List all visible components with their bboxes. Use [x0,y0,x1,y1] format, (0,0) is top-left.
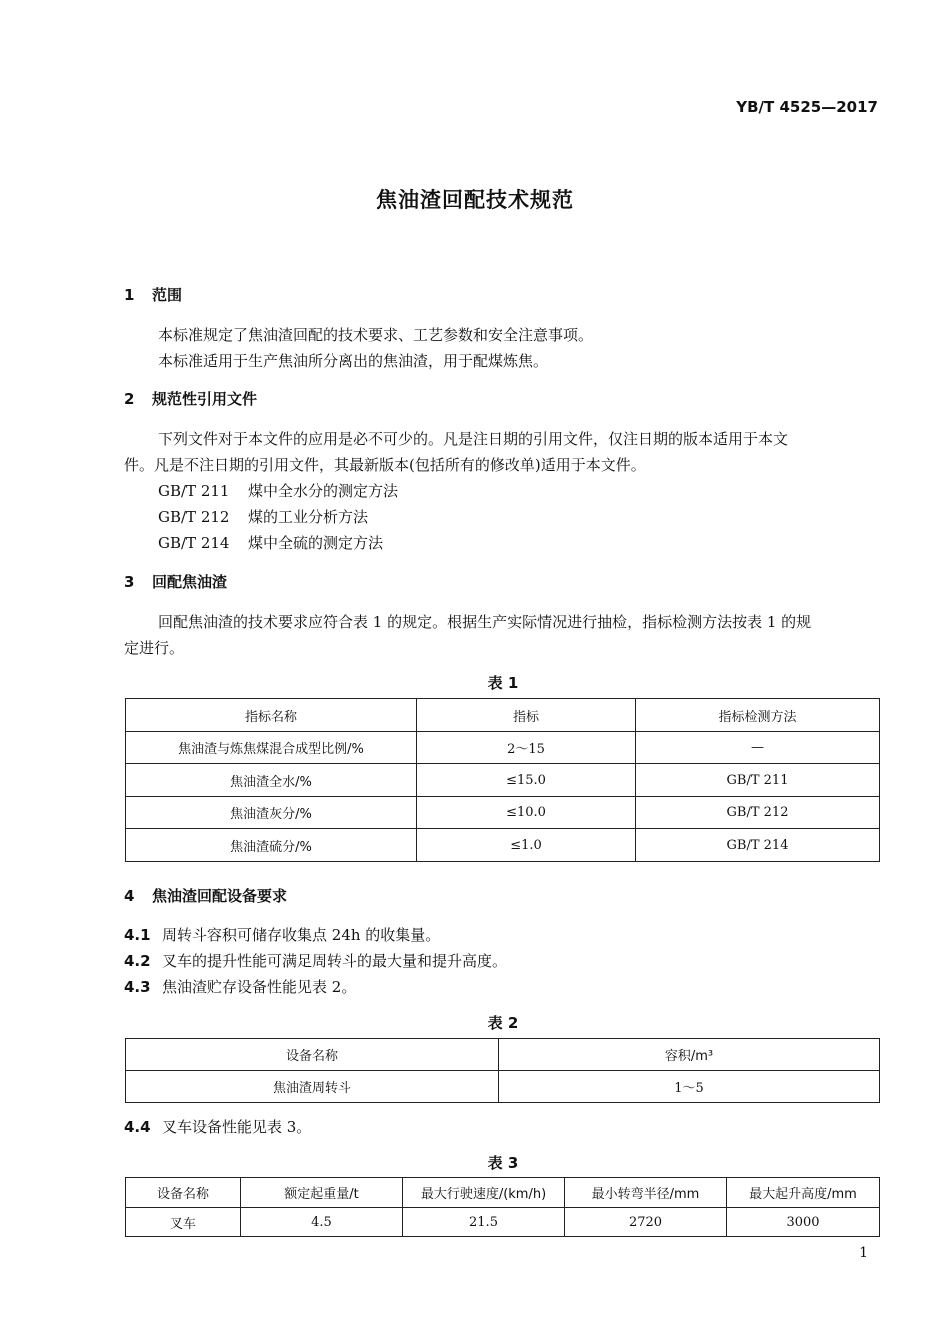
table-cell: GB/T 211 [636,764,880,797]
table-header-row [126,699,880,732]
section-title: 规范性引用文件 [152,390,258,408]
table-cell: GB/T 212 [636,797,880,829]
table-cell: ≤10.0 [417,797,636,829]
section-4-heading [124,885,287,906]
table-header-cell: 额定起重量/t [241,1178,403,1208]
table-1-caption: 表 1 [487,674,519,692]
table-cell: ≤1.0 [417,829,636,862]
subsection-text: 焦油渣贮存设备性能见表 2。 [162,978,357,996]
table-header-cell: 设备名称 [126,1178,241,1208]
section-3-heading [124,571,227,592]
table-1 [125,698,880,862]
subsection-item [124,1116,311,1137]
subsection-text: 周转斗容积可储存收集点 24h 的收集量。 [162,926,441,944]
table-cell: 焦油渣灰分/% [126,797,417,829]
section-3-paragraph-line-2: 定进行。 [124,639,185,657]
subsection-number: 4.4 [124,1118,151,1136]
table-2 [125,1038,880,1103]
table-row [126,764,880,797]
reference-code: GB/T 214 [158,534,230,552]
table-header-row [126,1039,880,1071]
table-row [126,797,880,829]
table-cell: 焦油渣全水/% [126,764,417,797]
section-title: 焦油渣回配设备要求 [152,887,288,905]
table-header-cell: 最大行驶速度/(km/h) [403,1178,565,1208]
subsection-text: 叉车设备性能见表 3。 [162,1118,312,1136]
section-2-paragraph-line-2: 件。凡是不注日期的引用文件，其最新版本(包括所有的修改单)适用于本文件。 [124,456,646,474]
section-number: 1 [124,286,135,304]
table-cell: 叉车 [126,1208,241,1237]
standard-code: YB/T 4525—2017 [736,98,878,116]
table-3-caption: 表 3 [487,1154,519,1172]
table-cell: GB/T 214 [636,829,880,862]
section-1-paragraph-1: 本标准规定了焦油渣回配的技术要求、工艺参数和安全注意事项。 [158,326,594,344]
table-header-row [126,1178,880,1208]
section-1-heading [124,284,182,305]
page-number: 1 [859,1245,868,1261]
table-header-cell: 设备名称 [126,1039,499,1071]
table-2-caption: 表 2 [487,1014,519,1032]
section-2-paragraph-line-1: 下列文件对于本文件的应用是必不可少的。凡是注日期的引用文件，仅注日期的版本适用于本文 [158,430,789,448]
table-header-cell: 指标名称 [126,699,417,732]
subsection-text: 叉车的提升性能可满足周转斗的最大量和提升高度。 [162,952,508,970]
reference-name: 煤的工业分析方法 [248,508,369,526]
table-cell: 焦油渣硫分/% [126,829,417,862]
reference-code: GB/T 212 [158,508,230,526]
table-header-cell: 指标检测方法 [636,699,880,732]
section-2-heading [124,388,257,409]
reference-item [158,506,368,527]
table-cell: 2～15 [417,732,636,764]
subsection-number: 4.1 [124,926,151,944]
table-header-cell: 容积/m³ [499,1039,880,1071]
table-cell: 1～5 [499,1071,880,1103]
table-cell: 4.5 [241,1208,403,1237]
section-number: 2 [124,390,135,408]
table-cell: 21.5 [403,1208,565,1237]
reference-name: 煤中全水分的测定方法 [248,482,399,500]
table-cell: — [636,732,880,764]
reference-item [158,532,383,553]
subsection-item [124,924,440,945]
subsection-number: 4.2 [124,952,151,970]
table-header-cell: 最大起升高度/mm [727,1178,880,1208]
table-row [126,1071,880,1103]
document-title: 焦油渣回配技术规范 [376,188,574,212]
table-cell: 焦油渣与炼焦煤混合成型比例/% [126,732,417,764]
section-number: 4 [124,887,135,905]
reference-name: 煤中全硫的测定方法 [248,534,384,552]
section-number: 3 [124,573,135,591]
table-cell: 2720 [565,1208,727,1237]
table-cell: ≤15.0 [417,764,636,797]
reference-item [158,480,398,501]
table-row [126,1208,880,1237]
table-cell: 焦油渣周转斗 [126,1071,499,1103]
section-1-paragraph-2: 本标准适用于生产焦油所分离出的焦油渣，用于配煤炼焦。 [158,352,549,370]
table-header-cell: 指标 [417,699,636,732]
subsection-item [124,976,356,997]
section-title: 回配焦油渣 [152,573,228,591]
table-row [126,829,880,862]
section-title: 范围 [152,286,183,304]
table-header-cell: 最小转弯半径/mm [565,1178,727,1208]
subsection-number: 4.3 [124,978,151,996]
reference-code: GB/T 211 [158,482,230,500]
table-row [126,732,880,764]
subsection-item [124,950,507,971]
table-cell: 3000 [727,1208,880,1237]
table-3 [125,1177,880,1237]
section-3-paragraph-line-1: 回配焦油渣的技术要求应符合表 1 的规定。根据生产实际情况进行抽检，指标检测方法按表 1 的规 [158,613,812,631]
